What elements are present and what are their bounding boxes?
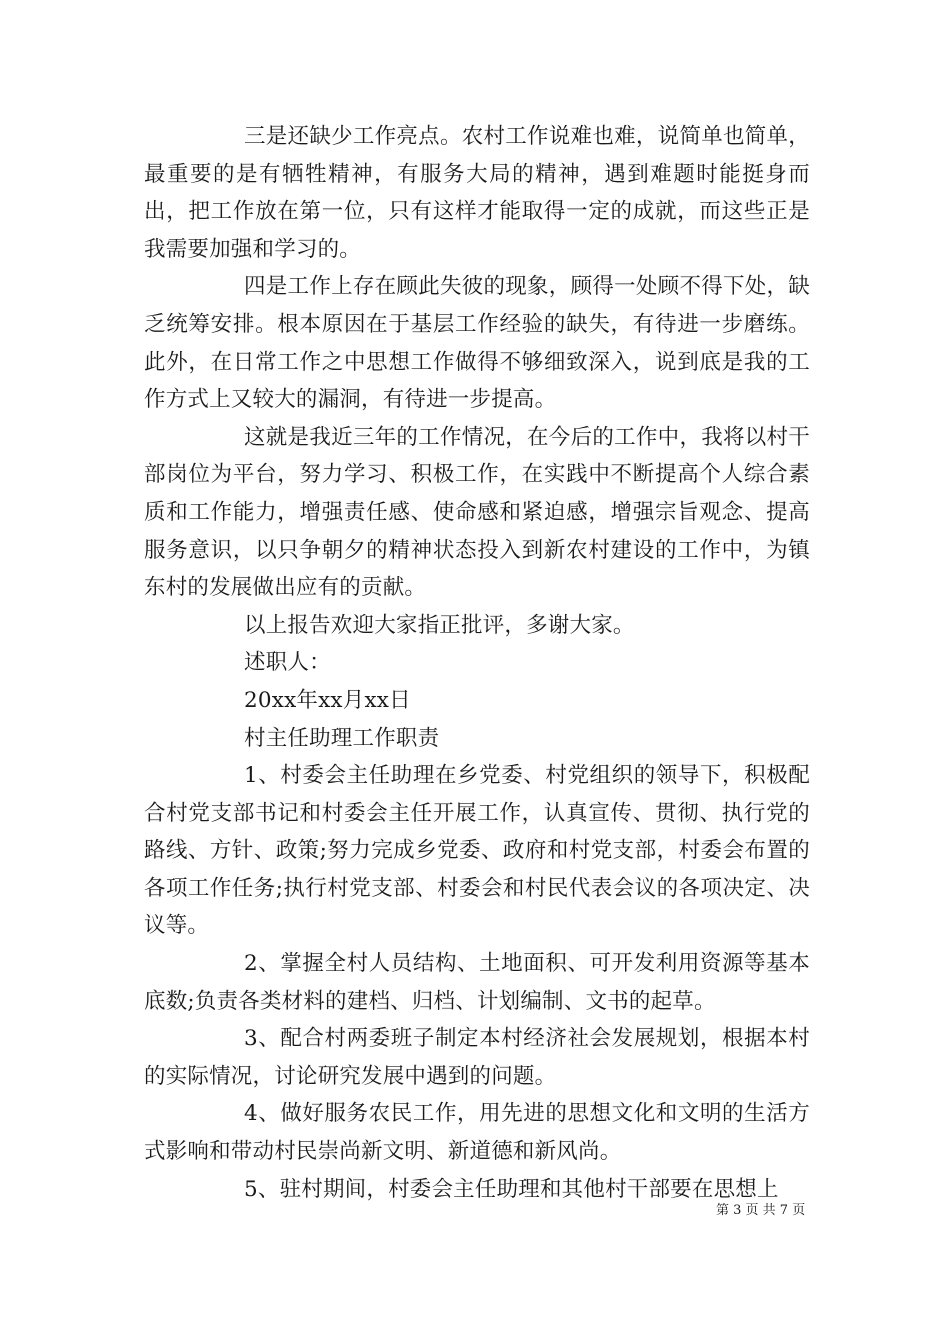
duty-item-2: 2、掌握全村人员结构、土地面积、可开发利用资源等基本底数;负责各类材料的建档、归档、计划编制、文书的起草。 (144, 951, 810, 1014)
page-number-footer: 第 3 页 共 7 页 (716, 1203, 806, 1218)
duty-item-1: 1、村委会主任助理在乡党委、村党组织的领导下，积极配合村党支部书记和村委会主任开展工作，认真宣传、贯彻、执行党的路线、方针、政策;努力完成乡党委、政府和村党支部，村委会布置的各项工作任务;执行村党支部、村委会和村民代表会议的各项决定、决议等。 (144, 763, 810, 939)
paragraph-shortcoming-three: 三是还缺少工作亮点。农村工作说难也难，说简单也简单，最重要的是有牺牲精神，有服务大局的精神，遇到难题时能挺身而出，把工作放在第一位，只有这样才能取得一定的成就，而这些正是我需要加强和学习的。 (144, 124, 810, 262)
paragraph-shortcoming-four: 四是工作上存在顾此失彼的现象，顾得一处顾不得下处，缺乏统筹安排。根本原因在于基层工作经验的缺失，有待进一步磨练。此外，在日常工作之中思想工作做得不够细致深入，说到底是我的工作方式上又较大的漏洞，有待进一步提高。 (144, 274, 810, 413)
paragraph-closing: 以上报告欢迎大家指正批评，多谢大家。 (244, 612, 635, 638)
duty-item-3: 3、配合村两委班子制定本村经济社会发展规划，根据本村的实际情况，讨论研究发展中遇到的问题。 (144, 1026, 810, 1089)
section-heading: 村主任助理工作职责 (244, 725, 440, 751)
duty-item-5: 5、驻村期间，村委会主任助理和其他村干部要在思想上 (244, 1176, 779, 1202)
reporter-line: 述职人： (244, 650, 331, 676)
document-body (144, 118, 810, 1208)
paragraph-future-plan: 这就是我近三年的工作情况，在今后的工作中，我将以村干部岗位为平台，努力学习、积极工作，在实践中不断提高个人综合素质和工作能力，增强责任感、使命感和紧迫感，增强宗旨观念、提高服务意识，以只争朝夕的精神状态投入到新农村建设的工作中，为镇东村的发展做出应有的贡献。 (144, 424, 810, 601)
date-line: 20xx年xx月xx日 (244, 687, 411, 713)
duty-item-4: 4、做好服务农民工作，用先进的思想文化和文明的生活方式影响和带动村民崇尚新文明、新道德和新风尚。 (144, 1101, 810, 1165)
